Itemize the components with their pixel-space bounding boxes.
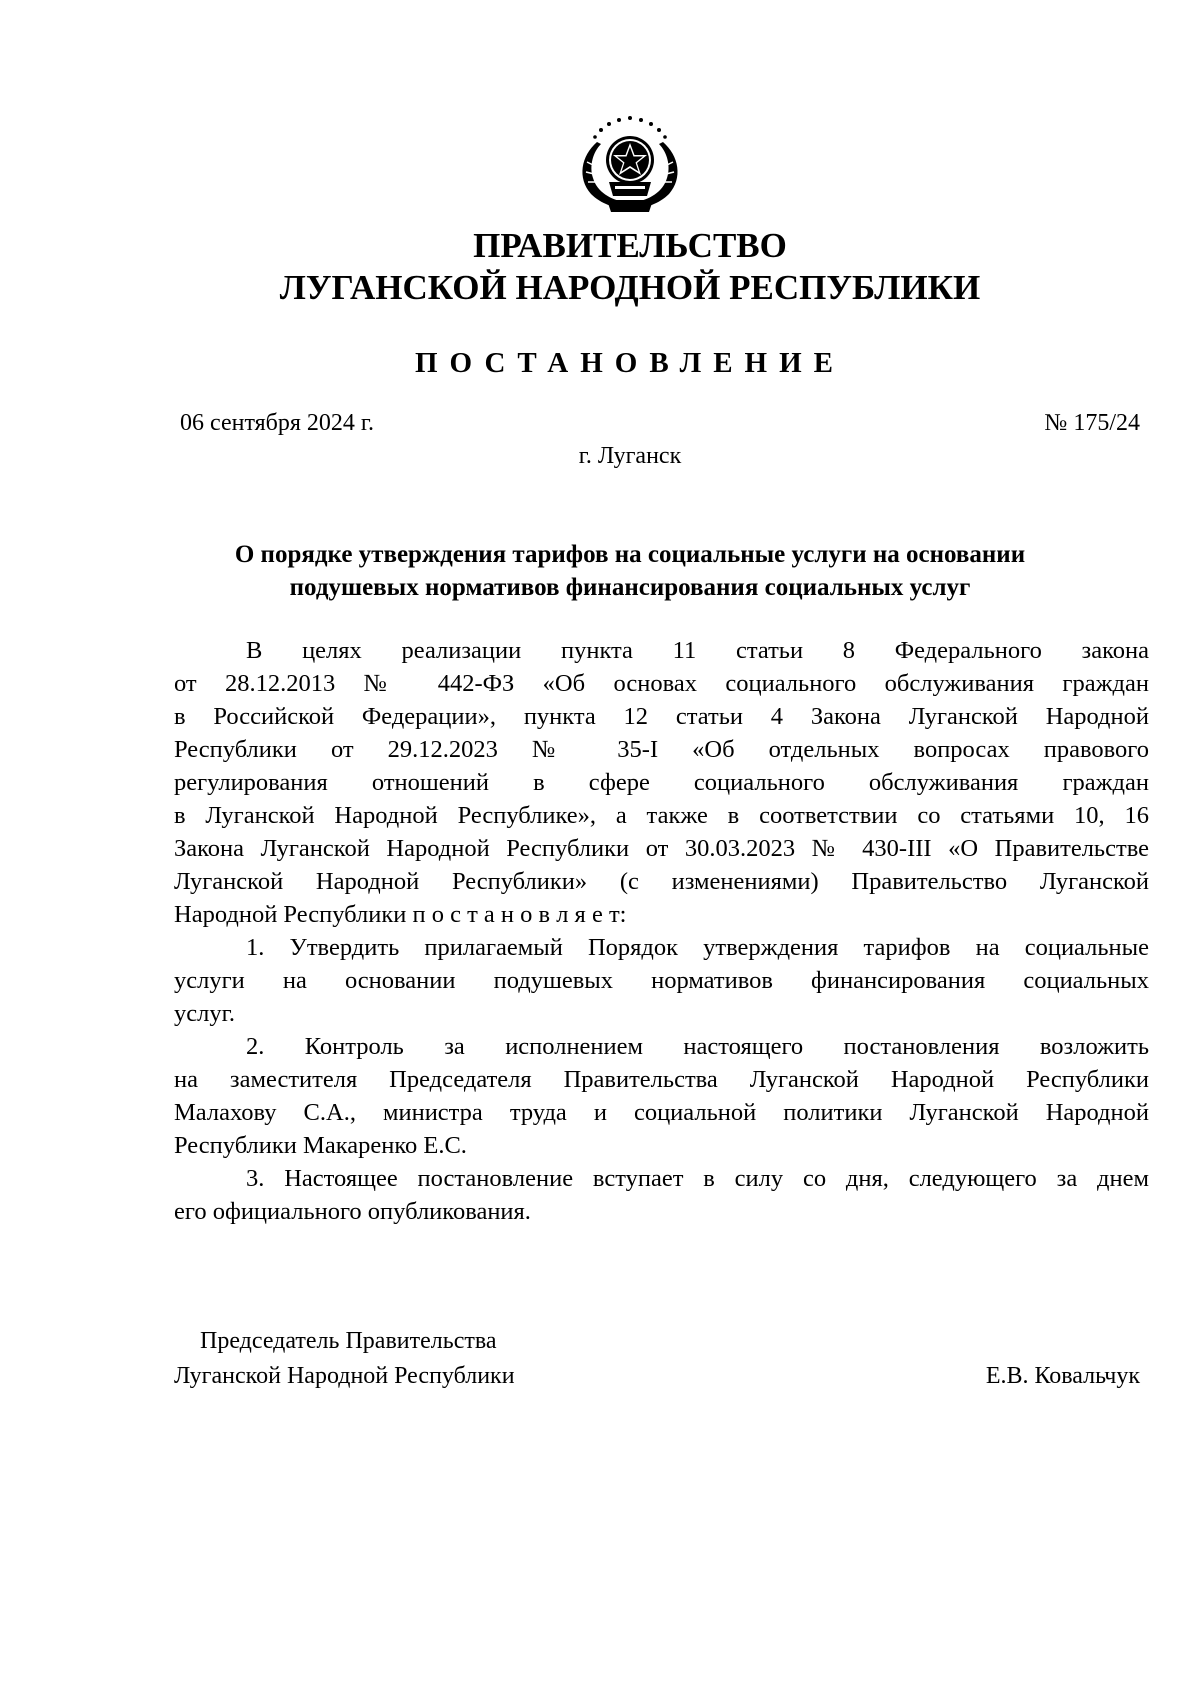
body-line: на заместителя Председателя Правительства Луганской Народной Республики [174,1066,1149,1093]
organization-title-line2: ЛУГАНСКОЙ НАРОДНОЙ РЕСПУБЛИКИ [279,268,981,307]
document-type: ПОСТАНОВЛЕНИЕ [414,347,845,379]
document-date: 06 сентября 2024 г. [180,410,375,436]
body-line: от 28.12.2013 № 442-ФЗ «Об основах социального обслуживания граждан [174,670,1149,697]
body-line: Луганской Народной Республики» (с изменениями) Правительство Луганской [174,868,1149,895]
body-line: услуги на основании подушевых нормативов финансирования социальных [174,967,1149,994]
body-line: Народной Республики п о с т а н о в л я е т: [174,901,627,928]
document-city: г. Луганск [578,443,682,469]
body-line: В целях реализации пункта 11 статьи 8 Федерального закона [246,637,1149,664]
body-line: 1. Утвердить прилагаемый Порядок утверждения тарифов на социальные [246,934,1149,961]
body-line: Республики Макаренко Е.С. [174,1132,467,1159]
signatory-name: Е.В. Ковальчук [985,1363,1140,1389]
body-line: в Луганской Народной Республике», а также в соответствии со статьями 10, 16 [174,802,1149,829]
document-body [174,634,1149,1228]
document-number: № 175/24 [1044,410,1140,436]
document-subject [0,538,1200,604]
body-line: его официального опубликования. [174,1198,531,1225]
subject-line: подушевых нормативов финансирования социальных услуг [289,574,971,601]
body-line: 3. Настоящее постановление вступает в силу со дня, следующего за днем [246,1165,1149,1192]
body-line: Закона Луганской Народной Республики от 30.03.2023 № 430-III «О Правительстве [174,835,1149,862]
body-line: регулирования отношений в сфере социального обслуживания граждан [174,769,1149,796]
body-line: услуг. [174,1000,236,1027]
coat-of-arms-icon [567,112,693,216]
signatory-position-line1: Председатель Правительства [200,1328,497,1354]
body-line: 2. Контроль за исполнением настоящего постановления возложить [246,1033,1149,1060]
body-line: Малахову С.А., министра труда и социальной политики Луганской Народной [174,1099,1149,1126]
body-line: в Российской Федерации», пункта 12 статьи 4 Закона Луганской Народной [174,703,1149,730]
organization-title-line1: ПРАВИТЕЛЬСТВО [473,226,787,265]
signatory-position-line2: Луганской Народной Республики [174,1363,515,1389]
subject-line: О порядке утверждения тарифов на социальные услуги на основании [234,541,1026,568]
body-line: Республики от 29.12.2023 № 35-I «Об отдельных вопросах правового [174,736,1149,763]
